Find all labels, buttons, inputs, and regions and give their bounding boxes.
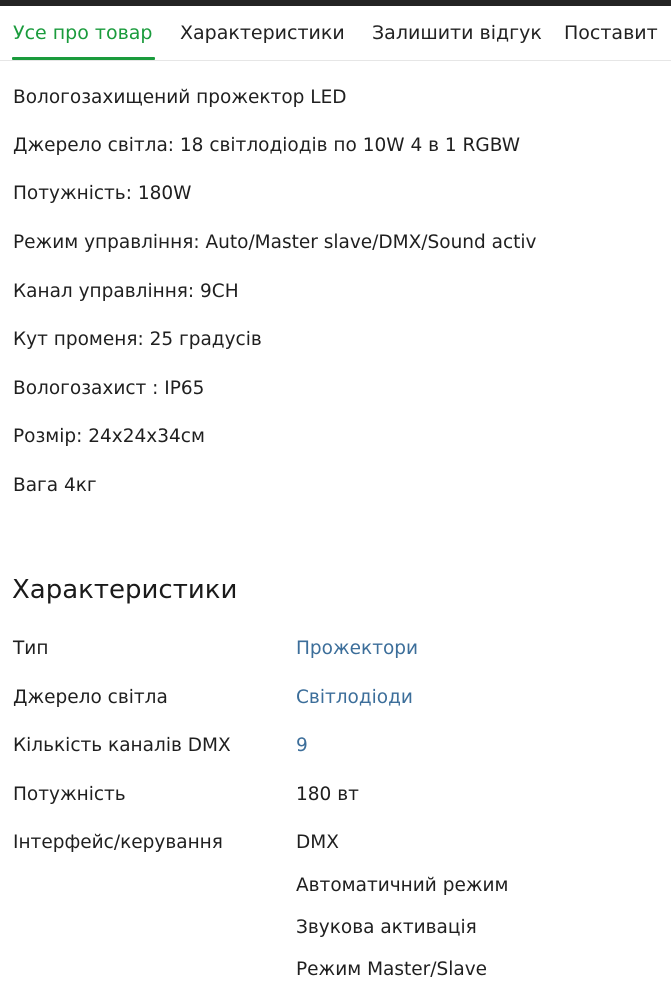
description-line: Вага 4кг — [13, 475, 97, 496]
product-tabs — [0, 6, 671, 61]
spec-value: Режим Master/Slave — [296, 959, 488, 980]
description-line: Кут променя: 25 градусів — [13, 329, 262, 350]
spec-value: Автоматичний режим — [296, 875, 509, 896]
description-line: Потужність: 180W — [13, 183, 192, 204]
description-line: Джерело світла: 18 світлодіодів по 10W 4 в 1 RGBW — [13, 135, 521, 156]
spec-label: Потужність — [13, 784, 126, 805]
spec-label: Тип — [13, 638, 49, 659]
spec-value: DMX — [296, 832, 339, 853]
description-line: Розмір: 24x24x34см — [13, 426, 205, 447]
active-tab-indicator — [12, 57, 155, 60]
tab-leave-review[interactable]: Залишити відгук — [372, 22, 542, 44]
spec-label: Джерело світла — [13, 687, 168, 708]
description-line: Канал управління: 9CH — [13, 281, 239, 302]
spec-value-link[interactable]: 9 — [296, 735, 308, 756]
description-line: Режим управління: Auto/Master slave/DMX/Sound activ — [13, 232, 537, 253]
spec-value-link[interactable]: Прожектори — [296, 638, 419, 659]
spec-label: Кількість каналів DMX — [13, 735, 231, 756]
characteristics-heading: Характеристики — [12, 575, 238, 605]
spec-label: Інтерфейс/керування — [13, 832, 223, 853]
spec-value: 180 вт — [296, 784, 359, 805]
description-line: Вологозахист : IP65 — [13, 378, 205, 399]
tab-ask-question[interactable]: Поставит — [564, 22, 658, 44]
spec-value-link[interactable]: Світлодіоди — [296, 687, 413, 708]
tab-all-about-product[interactable]: Усе про товар — [13, 22, 153, 44]
spec-value: Звукова активація — [296, 917, 477, 938]
description-line: Вологозахищений прожектор LED — [13, 87, 347, 108]
tab-characteristics[interactable]: Характеристики — [180, 22, 345, 44]
